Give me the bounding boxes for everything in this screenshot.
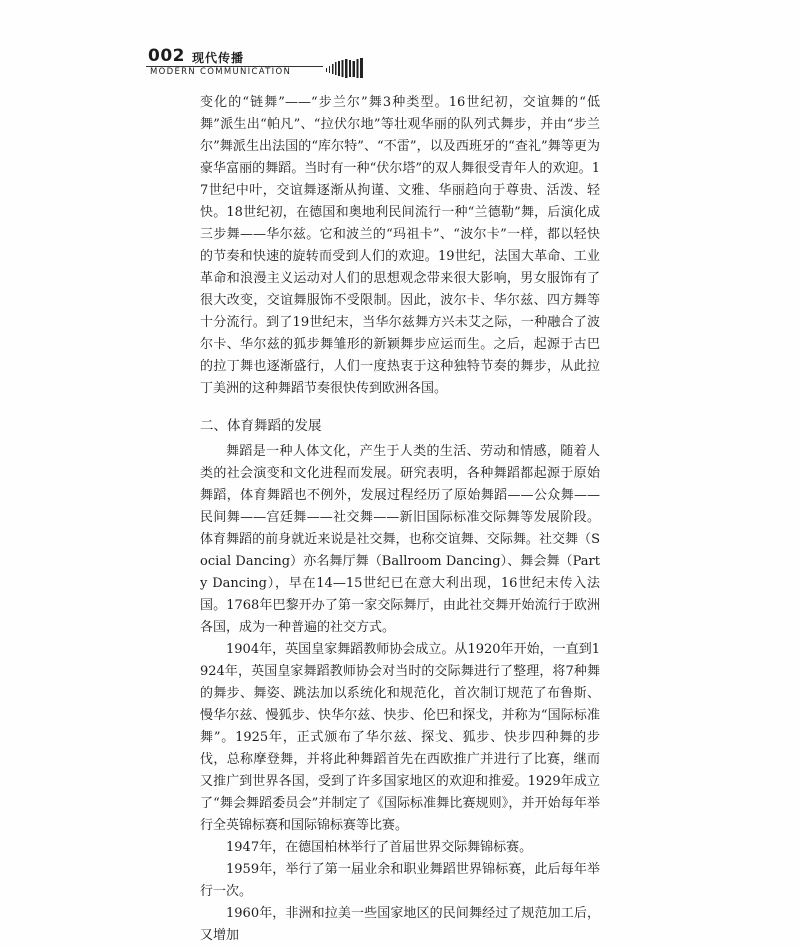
journal-title-en: MODERN COMMUNICATION [150, 67, 292, 77]
journal-title: 现代传播 [192, 51, 245, 65]
paragraph: 1959年，举行了第一届业余和职业舞蹈世界锦标赛，此后每年举行一次。 [200, 862, 600, 899]
paragraph: 舞蹈是一种人体文化，产生于人类的生活、劳动和情感，随着人类的社会演变和文化进程而发展。研究表明，各种舞蹈都起源于原始舞蹈，体育舞蹈也不例外，发展过程经历了原始舞蹈——公众舞——民间舞——宫廷舞——社交舞——新旧国际标准交际舞等发展阶段。体育舞蹈的前身就近来说是社交舞，也称交谊舞、交际舞。社交舞（Social Dancing）亦名舞厅舞（Ballroom Dancing）、舞会舞（Party Dancing），早在14—15世纪已在意大利出现，16世纪末传入法国。1768年巴黎开办了第一家交际舞厅，由此社交舞开始流行于欧洲各国，成为一种普遍的社交方式。 [200, 444, 600, 635]
article-body [200, 92, 600, 947]
barcode-ornament-icon [326, 58, 366, 78]
paragraph: 变化的“链舞”——“步兰尔”舞3种类型。16世纪初，交谊舞的“低舞”派生出“帕凡”、“拉伏尔地”等壮观华丽的队列式舞步，并由“步兰尔”舞派生出法国的“库尔特”、“不雷”，以及西班牙的“查礼”舞等更为豪华富丽的舞蹈。当时有一种“伏尔塔”的双人舞很受青年人的欢迎。17世纪中叶，交谊舞逐渐从拘谨、文雅、华丽趋向于尊贵、活泼、轻快。18世纪初，在德国和奥地利民间流行一种“兰德勒”舞，后演化成三步舞——华尔兹。它和波兰的“玛祖卡”、“波尔卡”一样，都以轻快的节奏和快速的旋转而受到人们的欢迎。19世纪，法国大革命、工业革命和浪漫主义运动对人们的思想观念带来很大影响，男女服饰有了很大改变，交谊舞服饰不受限制。因此，波尔卡、华尔兹、四方舞等十分流行。到了19世纪末，当华尔兹舞方兴未艾之际，一种融合了波尔卡、华尔兹的狐步舞雏形的新颖舞步应运而生。之后，起源于古巴的拉丁舞也逐渐盛行，人们一度热衷于这种独特节奏的舞步，从此拉丁美洲的这种舞蹈节奏很快传到欧洲各国。 [200, 95, 600, 396]
page-header [0, 0, 800, 82]
paragraph: 1960年，非洲和拉美一些国家地区的民间舞经过了规范加工后，又增加 [200, 906, 600, 943]
page-number: 002 [148, 46, 185, 66]
section-heading: 二、体育舞蹈的发展 [200, 418, 322, 434]
paragraph: 1947年，在德国柏林举行了首届世界交际舞锦标赛。 [226, 840, 533, 855]
paragraph: 1904年，英国皇家舞蹈教师协会成立。从1920年开始，一直到1924年，英国皇家舞蹈教师协会对当时的交际舞进行了整理，将7种舞的舞步、舞姿、跳法加以系统化和规范化，首次制订规范了布鲁斯、慢华尔兹、慢狐步、快华尔兹、快步、伦巴和探戈，并称为“国际标准舞”。1925年，正式颁布了华尔兹、探戈、狐步、快步四种舞的步伐，总称摩登舞，并将此种舞蹈首先在西欧推广并进行了比赛，继而又推广到世界各国，受到了许多国家地区的欢迎和推爱。1929年成立了“舞会舞蹈委员会”并制定了《国际标准舞比赛规则》，并开始每年举行全英锦标赛和国际锦标赛等比赛。 [200, 642, 600, 833]
